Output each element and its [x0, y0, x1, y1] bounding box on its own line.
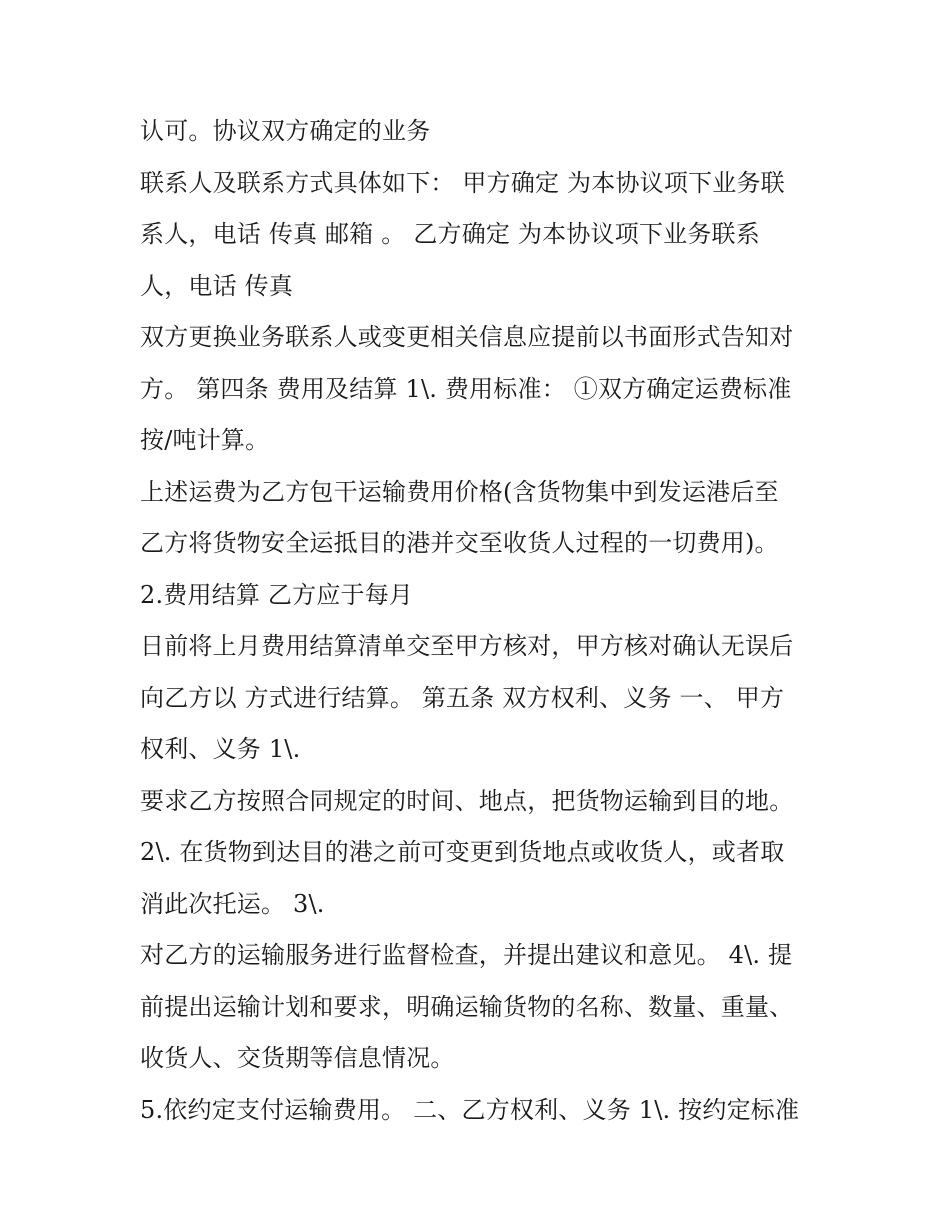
text-line: 上述运费为乙方包干运输费用价格(含货物集中到发运港后至	[140, 477, 779, 506]
text-line: 2.费用结算 乙方应于每月	[140, 580, 414, 609]
text-line: 联系人及联系方式具体如下： 甲方确定 为本协议项下业务联	[140, 168, 785, 197]
text-line: 要求乙方按照合同规定的时间、地点，把货物运输到目的地。	[140, 786, 794, 815]
text-line: 向乙方以 方式进行结算。 第五条 双方权利、义务 一、 甲方	[140, 683, 785, 712]
text-line: 收货人、交货期等信息情况。	[140, 1044, 455, 1072]
text-line: 系人，电话 传真 邮箱 。 乙方确定 为本协议项下业务联系	[140, 220, 760, 248]
text-line: 按/吨计算。	[140, 426, 270, 454]
text-line: 前提出运输计划和要求，明确运输货物的名称、数量、重量、	[140, 992, 794, 1021]
text-line: 5.依约定支付运输费用。 二、乙方权利、义务 1\. 按约定标准	[140, 1095, 800, 1124]
text-line: 认可。协议双方确定的业务	[140, 117, 431, 145]
text-line: 消此次托运。 3\.	[140, 889, 325, 918]
document-body	[140, 106, 820, 1136]
text-line: 人，电话 传真	[140, 271, 294, 300]
text-line: 方。 第四条 费用及结算 1\. 费用标准： ①双方确定运费标准	[140, 374, 792, 403]
text-line: 对乙方的运输服务进行监督检查，并提出建议和意见。 4\. 提	[140, 941, 793, 969]
text-line: 日前将上月费用结算清单交至甲方核对，甲方核对确认无误后	[140, 632, 794, 660]
text-line: 双方更换业务联系人或变更相关信息应提前以书面形式告知对	[140, 323, 794, 351]
text-line: 乙方将货物安全运抵目的港并交至收货人过程的一切费用)。	[140, 529, 779, 557]
text-line: 2\. 在货物到达目的港之前可变更到货地点或收货人，或者取	[140, 838, 785, 866]
text-line: 权利、义务 1\.	[140, 735, 301, 763]
